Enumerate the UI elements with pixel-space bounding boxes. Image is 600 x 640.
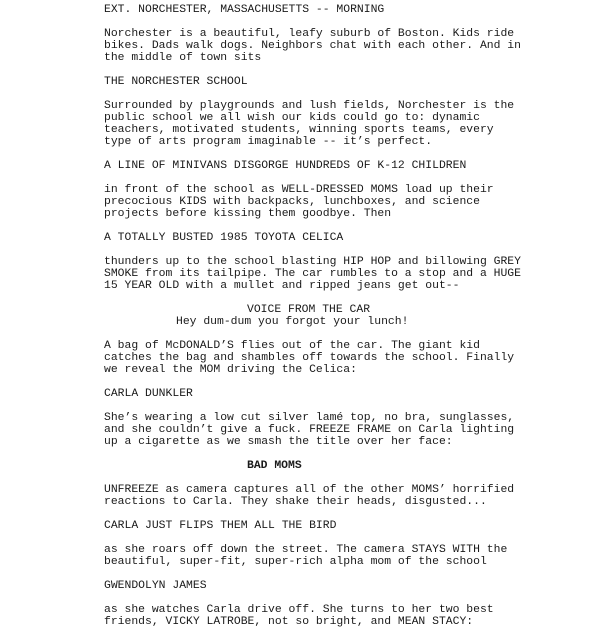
scene-heading: CARLA DUNKLER xyxy=(104,388,193,400)
action-paragraph: in front of the school as WELL-DRESSED MOMS load up their precocious KIDS with backpacks, lunchboxes, and science projects before kissing them goodbye. Then xyxy=(104,184,494,220)
action-paragraph: as she roars off down the street. The camera STAYS WITH the beautiful, super-fit, super-rich alpha mom of the school xyxy=(104,544,508,568)
title-card: BAD MOMS xyxy=(247,460,302,472)
action-paragraph: thunders up to the school blasting HIP HOP and billowing GREY SMOKE from its tailpipe. The car rumbles to a stop and a HUGE 15 YEAR OLD with a mullet and ripped jeans get out-- xyxy=(104,256,521,292)
scene-heading: THE NORCHESTER SCHOOL xyxy=(104,76,248,88)
action-paragraph: as she watches Carla drive off. She turns to her two best friends, VICKY LATROBE, not so bright, and MEAN STACY: xyxy=(104,604,494,628)
action-paragraph: She’s wearing a low cut silver lamé top, no bra, sunglasses, and she couldn’t give a fuck. FREEZE FRAME on Carla lighting up a cigarette as we smash the title over her face: xyxy=(104,412,515,448)
character-name: VOICE FROM THE CAR xyxy=(247,304,371,316)
scene-heading: A LINE OF MINIVANS DISGORGE HUNDREDS OF K-12 CHILDREN xyxy=(104,160,467,172)
scene-heading: GWENDOLYN JAMES xyxy=(104,580,207,592)
action-paragraph: UNFREEZE as camera captures all of the other MOMS’ horrified reactions to Carla. They shake their heads, disgusted... xyxy=(104,484,515,508)
scene-heading: CARLA JUST FLIPS THEM ALL THE BIRD xyxy=(104,520,337,532)
scene-heading: EXT. NORCHESTER, MASSACHUSETTS -- MORNING xyxy=(104,4,385,16)
action-paragraph: Surrounded by playgrounds and lush fields, Norchester is the public school we all wish our kids could go to: dynamic teachers, motivated students, winning sports teams, every type of arts program imaginable -- it’s perfect. xyxy=(104,100,515,148)
scene-heading: A TOTALLY BUSTED 1985 TOYOTA CELICA xyxy=(104,232,344,244)
screenplay-body xyxy=(104,4,534,640)
dialogue-line: Hey dum-dum you forgot your lunch! xyxy=(176,316,409,328)
action-paragraph: Norchester is a beautiful, leafy suburb of Boston. Kids ride bikes. Dads walk dogs. Neighbors chat with each other. And in the middle of town sits xyxy=(104,28,521,64)
action-paragraph: A bag of McDONALD’S flies out of the car. The giant kid catches the bag and shambles off towards the school. Finally we reveal the MOM driving the Celica: xyxy=(104,340,515,376)
